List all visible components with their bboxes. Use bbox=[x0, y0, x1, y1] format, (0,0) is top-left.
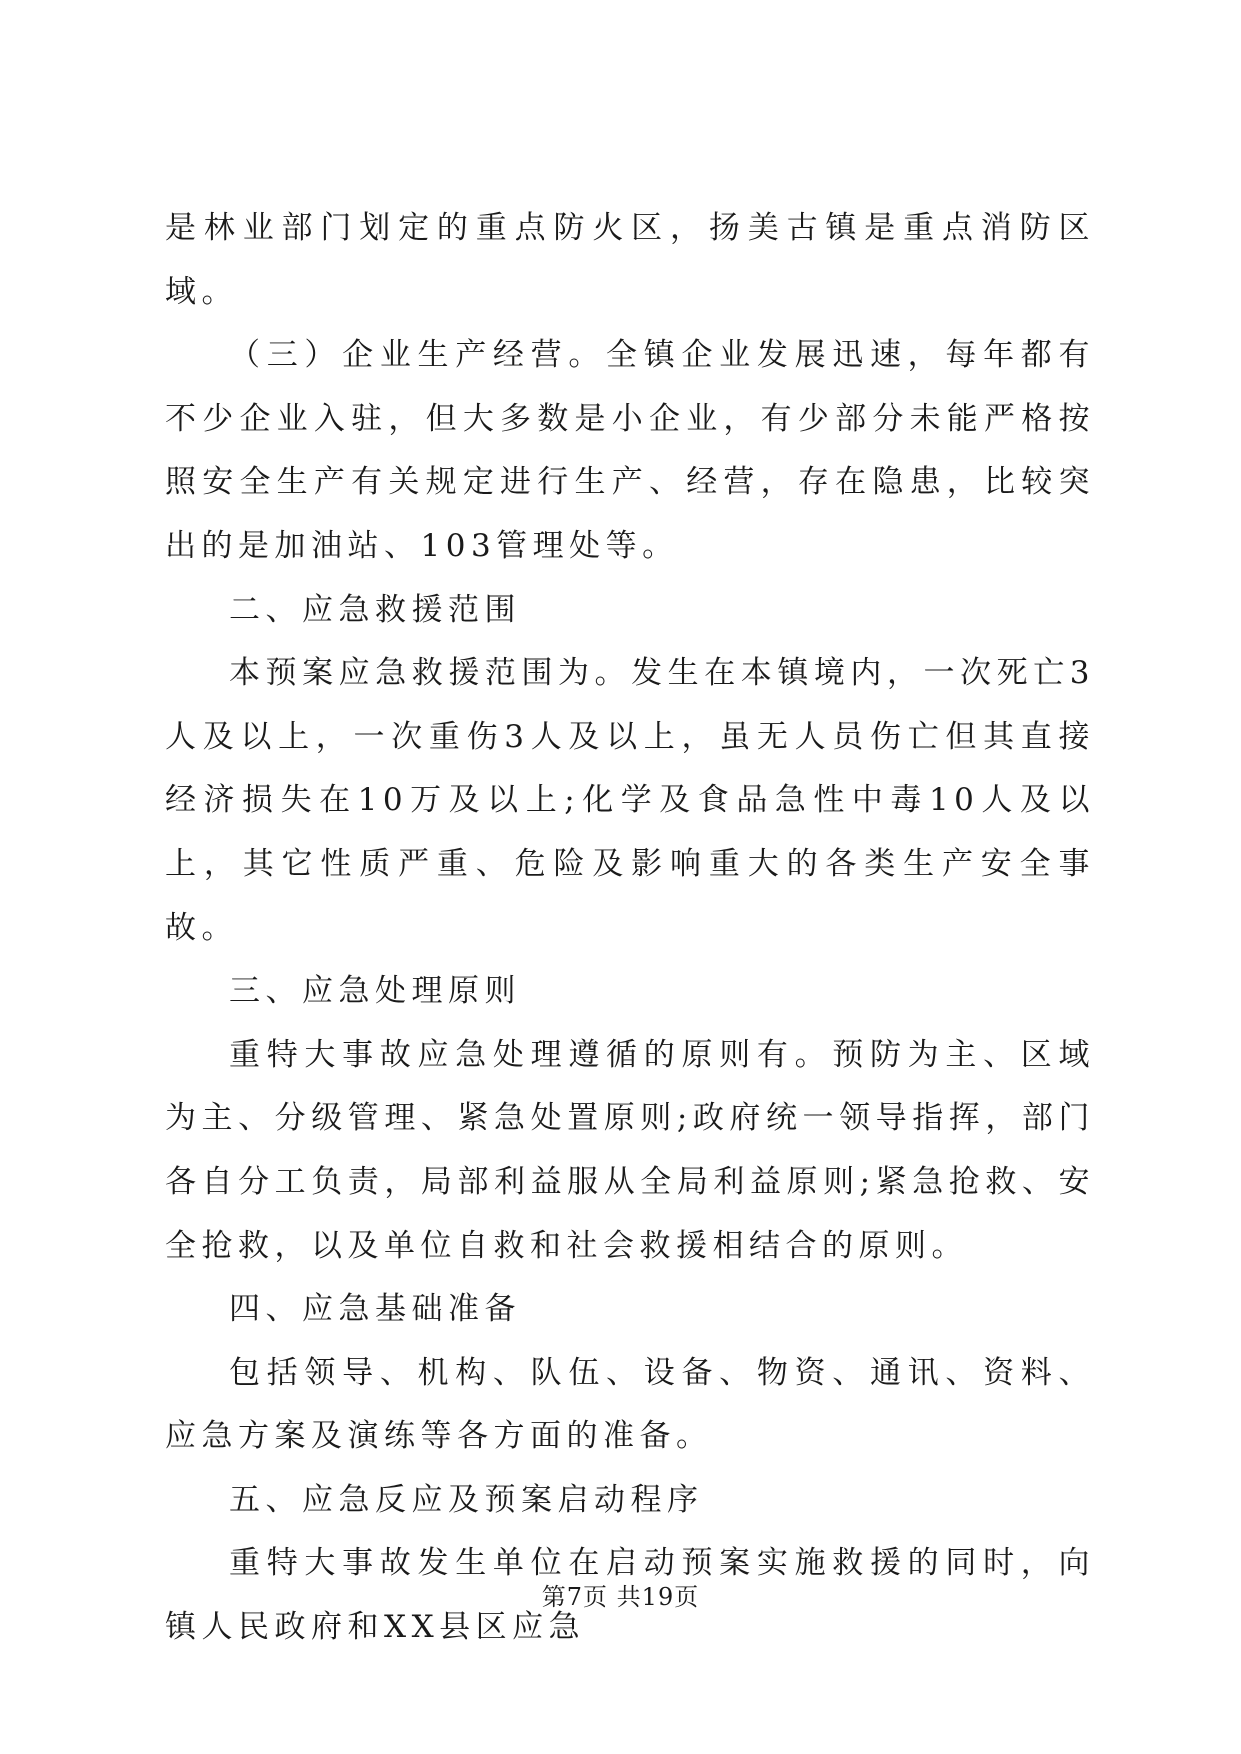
section-heading-rescue-scope: 二、应急救援范围 bbox=[229, 591, 521, 628]
body-text bbox=[165, 197, 1095, 1660]
paragraph-principles: 重特大事故应急处理遵循的原则有。预防为主、区域为主、分级管理、紧急处置原则;政府统一领导指挥，部门各自分工负责，局部利益服从全局利益原则;紧急抢救、安全抢救，以及单位自救和社会救援相结合的原则。 bbox=[165, 1036, 1095, 1264]
page-number-footer: 第7页 共19页 bbox=[541, 1583, 700, 1611]
paragraph-continuation: 是林业部门划定的重点防火区，扬美古镇是重点消防区域。 bbox=[165, 210, 1095, 310]
paragraph-enterprise-operation: （三）企业生产经营。全镇企业发展迅速，每年都有不少企业入驻，但大多数是小企业，有少部分未能严格按照安全生产有关规定进行生产、经营，存在隐患，比较突出的是加油站、103管理处等。 bbox=[165, 337, 1095, 564]
paragraph-rescue-scope: 本预案应急救援范围为。发生在本镇境内，一次死亡3人及以上，一次重伤3人及以上，虽无人员伤亡但其直接经济损失在10万及以上;化学及食品急性中毒10人及以上，其它性质严重、危险及影响重大的各类生产安全事故。 bbox=[165, 655, 1095, 946]
section-heading-preparation: 四、应急基础准备 bbox=[229, 1291, 521, 1328]
section-heading-response-procedure: 五、应急反应及预案启动程序 bbox=[229, 1481, 704, 1518]
section-heading-principles: 三、应急处理原则 bbox=[229, 973, 521, 1010]
paragraph-response-procedure: 重特大事故发生单位在启动预案实施救援的同时，向镇人民政府和XX县区应急 bbox=[165, 1545, 1095, 1646]
paragraph-preparation: 包括领导、机构、队伍、设备、物资、通讯、资料、应急方案及演练等各方面的准备。 bbox=[165, 1354, 1095, 1455]
